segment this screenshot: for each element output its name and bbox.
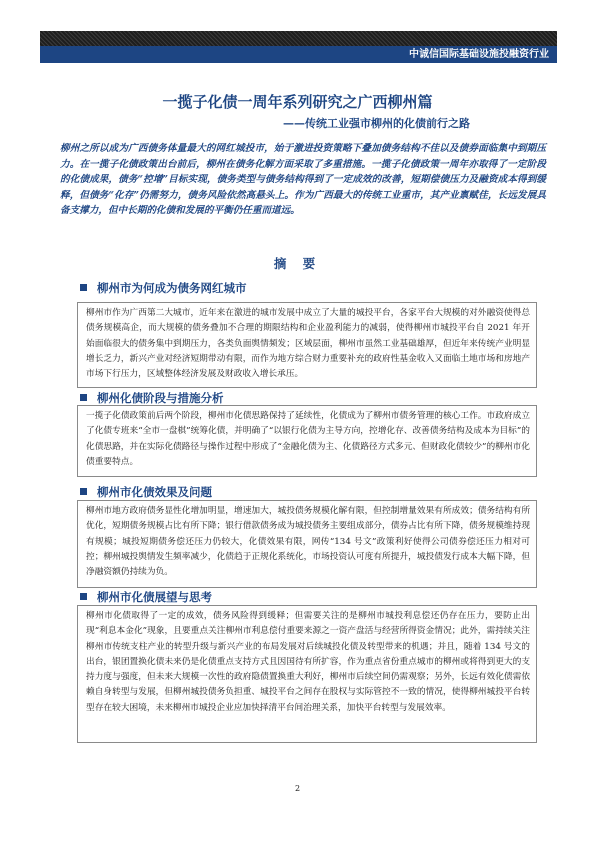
- section-title: 柳州市为何成为债务网红城市: [97, 281, 247, 295]
- square-bullet-icon: [80, 284, 87, 291]
- section-heading-1: [80, 279, 247, 297]
- section-body: 柳州市化债取得了一定的成效，债务风险得到缓释；但需要关注的是柳州市城投利息偿还仍存在压力，要防止出现“利息本金化”现象，且要重点关注柳州市利息偿付重要来源之一资产盘活与经营所得资金情况；此外，需持续关注柳州市传统支柱产业的转型升级与新兴产业的布局发展对后续城投化债及转型带来的机遇；并且，随着 134 号文的出台，银团置换化债未来仍是化债重点支持方式且因国待有所扩容，作为重点省份重点城市的柳州或将得到更大的支持力度与强度，但未来大规模一次性的政府隐债置换重大利好，柳州市后续空间仍需观察；另外，长远有效化债需依赖自身转型与发展，但柳州城投债务负担重、城投平台之间存在股权与实际管控不一致的情况，使得柳州城投平台转型存在较大困境，未来柳州市城投企业应加快择清平台间治理关系，加快平台转型与发展效率。: [86, 611, 530, 713]
- section-box-3: [77, 500, 537, 588]
- section-body: 柳州市作为广西第二大城市，近年来在激进的城市发展中成立了大量的城投平台，各家平台大规模的对外融资使得总债务规模高企，而大规模的债务叠加不合理的期限结构和企业盈利能力的减弱，使得柳州市城投平台自 2021 年开始面临很大的债务集中到期压力，各类负面舆情频发；区域层面，柳州市虽然工业基础雄厚，但近年来传统产业明显增长乏力，新兴产业对经济短期带动有限，而作为地方综合财力重要补充的政府性基金收入又面临土地市场和房地产市场下行压力，区域整体经济发展及财政收入增长承压。: [86, 308, 530, 380]
- section-box-2: [77, 405, 537, 477]
- abstract-heading: 摘 要: [273, 256, 322, 271]
- page-number: 2: [294, 784, 301, 793]
- section-body: 柳州市地方政府债务显性化增加明显，增速加大，城投债务规模化解有限，但控制增量效果有所成效；债务结构有所优化，短期债务规模占比有所下降；银行借款债务成为城投债务主要组成部分，债券占比有所下降，债务规模维持现有规模；城投短期债务偿还压力仍较大，化债效果有限，网传“134 号文”政策利好使得公司债券偿还压力相对可控；柳州城投舆情发生频率减少，化债趋于正规化系统化，市场投资认可度有所提升，城投债发行成本大幅下降，但净融资额仍持续为负。: [86, 506, 530, 578]
- section-title: 柳州市化债效果及问题: [97, 485, 212, 499]
- section-body: 一揽子化债政策前后两个阶段，柳州市化债思路保持了延续性，化债成为了柳州市债务管理的核心工作。市政府成立了化债专班来“全市一盘棋”统筹化债，并明确了“以银行化债为主导方向，控增化存、改善债务结构及成本为目标”的化债思路，并在实际化债路径与操作过程中形成了“金融化债为主、化债路径方式多元、但财政化债较少”的柳州市化债重要特点。: [86, 411, 530, 467]
- section-heading-3: [80, 483, 212, 501]
- section-box-4: [77, 605, 537, 743]
- section-title: 柳州化债阶段与措施分析: [97, 391, 224, 405]
- report-title: 一揽子化债一周年系列研究之广西柳州篇: [162, 93, 433, 111]
- header-brand: 中诚信国际基础设施投融资行业: [409, 49, 549, 60]
- square-bullet-icon: [80, 488, 87, 495]
- section-box-1: [77, 302, 537, 388]
- header-brand-bar: [40, 46, 557, 63]
- square-bullet-icon: [80, 593, 87, 600]
- section-heading-4: [80, 588, 212, 606]
- intro-paragraph: 柳州之所以成为广西债务体量最大的网红城投市，始于激进投资策略下叠加债务结构不佳以及债券面临集中到期压力。在一揽子化债政策出台前后，柳州在债务化解方面采取了多重措施。一揽子化债政策一周年亦取得了一定阶段的化债成果，债务“控增”目标实现，债务类型与债务结构得到了一定成效的改善，短期偿债压力及融资成本得到缓释，但债务“化存”仍需努力，债务风险依然高悬头上。作为广西最大的传统工业重市，其产业禀赋佳，长远发展具备支撑力，但中长期的化债和发展的平衡仍任重而道远。: [60, 143, 546, 216]
- report-subtitle: ——传统工业强市柳州的化债前行之路: [283, 117, 470, 130]
- header-pattern-bar: [40, 31, 557, 46]
- section-title: 柳州市化债展望与思考: [97, 590, 212, 604]
- square-bullet-icon: [80, 394, 87, 401]
